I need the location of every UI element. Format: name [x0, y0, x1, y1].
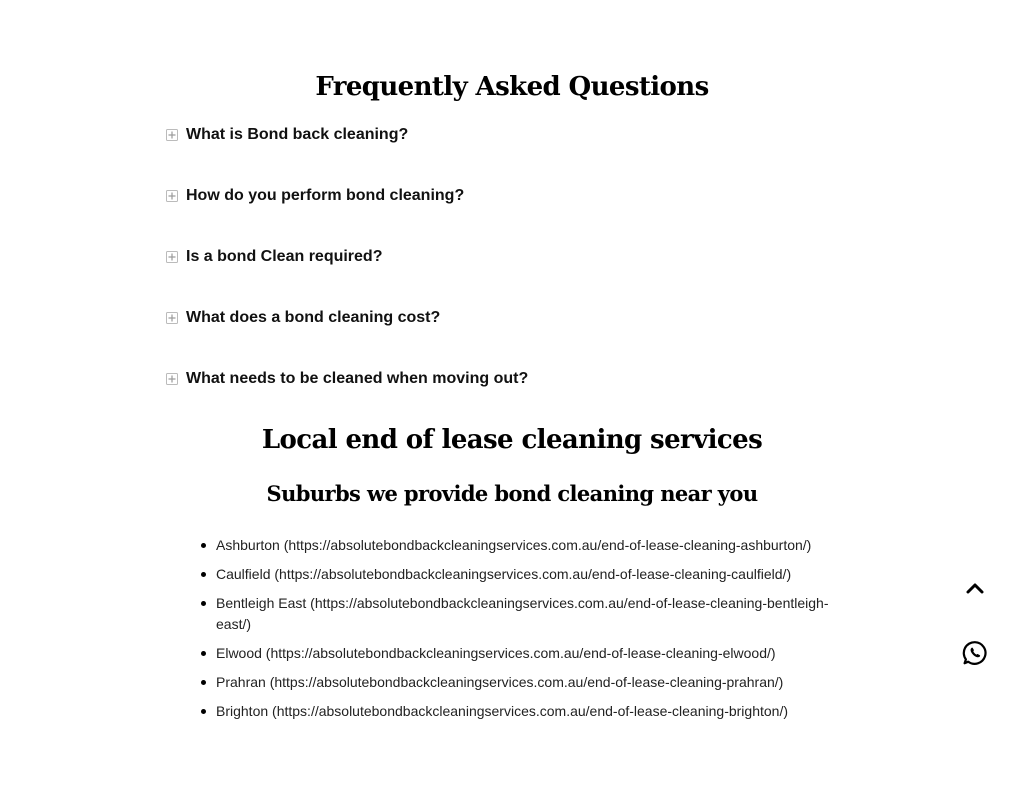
faq-title: Frequently Asked Questions: [315, 72, 709, 102]
whatsapp-icon: [962, 640, 988, 666]
scroll-to-top-button[interactable]: [958, 571, 992, 605]
local-services-title: Local end of lease cleaning services: [261, 425, 763, 455]
faq-item[interactable]: [166, 368, 866, 429]
suburb-link[interactable]: Brighton (https://absolutebondbackcleaningservices.com.au/end-of-lease-cleaning-brighton/): [216, 701, 848, 722]
faq-item[interactable]: [166, 185, 866, 246]
suburbs-subtitle: Suburbs we provide bond cleaning near you: [266, 481, 758, 506]
plus-icon: [166, 251, 178, 263]
plus-icon: [166, 373, 178, 385]
plus-icon: [166, 312, 178, 324]
whatsapp-button[interactable]: [958, 636, 992, 670]
suburb-link[interactable]: Ashburton (https://absolutebondbackcleaningservices.com.au/end-of-lease-cleaning-ashburton/): [216, 535, 848, 556]
faq-item[interactable]: [166, 124, 866, 185]
faq-question: How do you perform bond cleaning?: [186, 187, 465, 204]
faq-item[interactable]: [166, 307, 866, 368]
suburb-list: [216, 535, 848, 730]
suburb-link[interactable]: Prahran (https://absolutebondbackcleaningservices.com.au/end-of-lease-cleaning-prahran/): [216, 672, 848, 693]
suburb-link[interactable]: Caulfield (https://absolutebondbackcleaningservices.com.au/end-of-lease-cleaning-caulfield/): [216, 564, 848, 585]
faq-question: Is a bond Clean required?: [186, 248, 383, 265]
plus-icon: [166, 190, 178, 202]
faq-list: [166, 124, 866, 429]
plus-icon: [166, 129, 178, 141]
suburb-link[interactable]: Elwood (https://absolutebondbackcleaningservices.com.au/end-of-lease-cleaning-elwood/): [216, 643, 848, 664]
faq-question: What is Bond back cleaning?: [186, 126, 409, 143]
chevron-up-icon: [965, 581, 985, 595]
faq-question: What does a bond cleaning cost?: [186, 309, 441, 326]
faq-question: What needs to be cleaned when moving out?: [186, 370, 529, 387]
faq-item[interactable]: [166, 246, 866, 307]
suburb-link[interactable]: Bentleigh East (https://absolutebondbackcleaningservices.com.au/end-of-lease-cleaning-bentleigh-east/): [216, 593, 848, 635]
